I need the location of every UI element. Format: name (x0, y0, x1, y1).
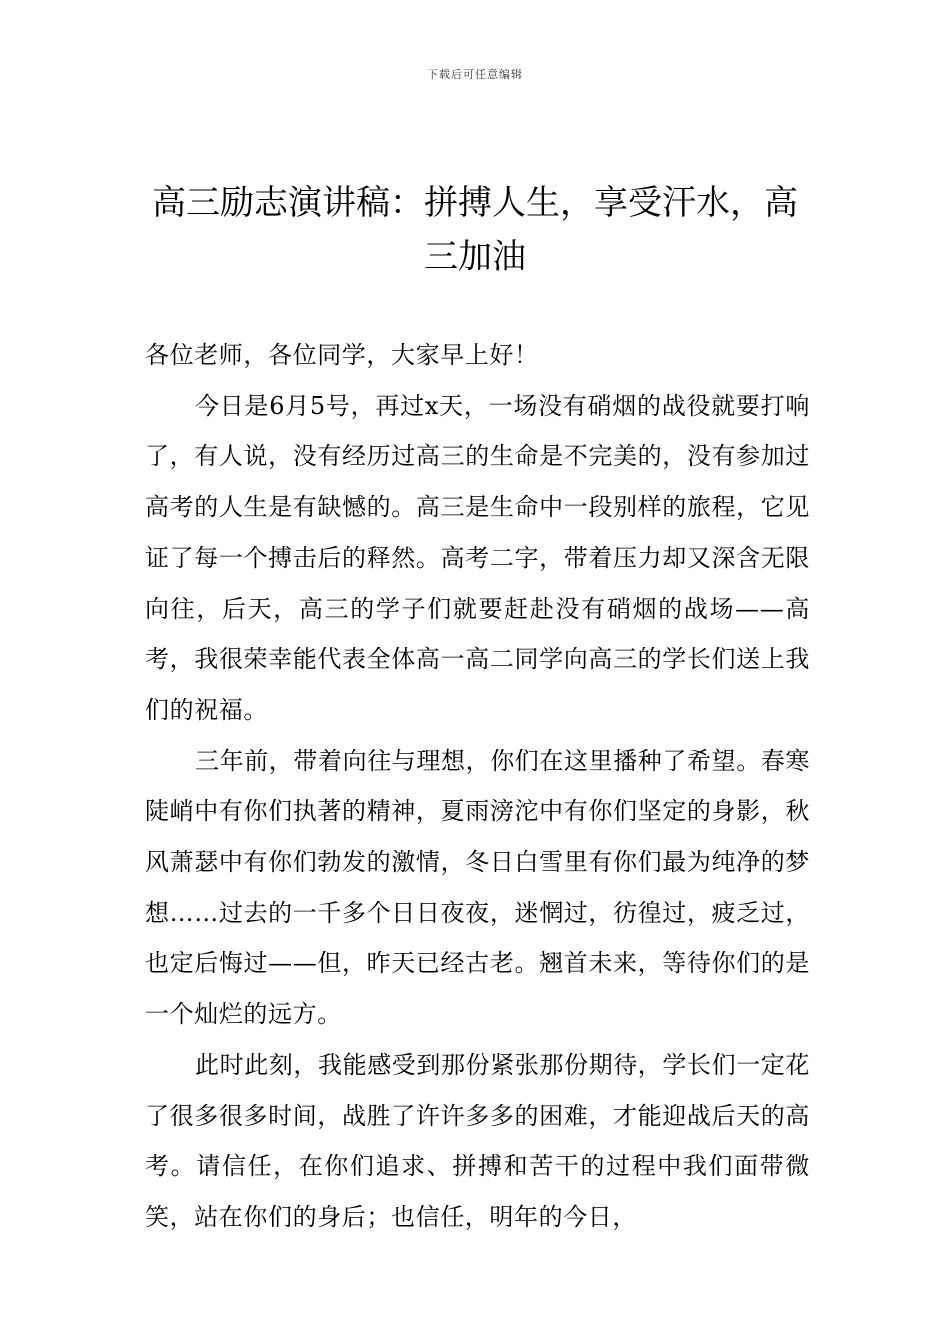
document-title: 高三励志演讲稿：拼搏人生，享受汗水，高三加油 (152, 183, 798, 277)
paragraph-1: 今日是6月5号，再过x天，一场没有硝烟的战役就要打响了，有人说，没有经历过高三的生命是不完美的，没有参加过高考的人生是有缺憾的。高三是生命中一段别样的旅程，它见证了每一个搏击后的释然。高考二字，带着压力却又深含无限向往，后天，高三的学子们就要赶赴没有硝烟的战场——高考，我很荣幸能代表全体高一高二同学向高三的学长们送上我们的祝福。 (145, 391, 810, 724)
paragraph-2: 三年前，带着向往与理想，你们在这里播种了希望。春寒陡峭中有你们执著的精神，夏雨滂沱中有你们坚定的身影，秋风萧瑟中有你们勃发的激情，冬日白雪里有你们最为纯净的梦想……过去的一千多个日日夜夜，迷惘过，彷徨过，疲乏过，也定后悔过——但，昨天已经古老。翘首未来，等待你们的是一个灿烂的远方。 (145, 746, 810, 1029)
paragraph-3: 此时此刻，我能感受到那份紧张那份期待，学长们一定花了很多很多时间，战胜了许许多多的困难，才能迎战后天的高考。请信任，在你们追求、拼搏和苦干的过程中我们面带微笑，站在你们的身后；也信任，明年的今日， (145, 1050, 810, 1231)
header-note: 下载后可任意编辑 (427, 68, 523, 81)
document-body (145, 330, 810, 1243)
greeting-line: 各位老师，各位同学，大家早上好！ (145, 341, 539, 369)
